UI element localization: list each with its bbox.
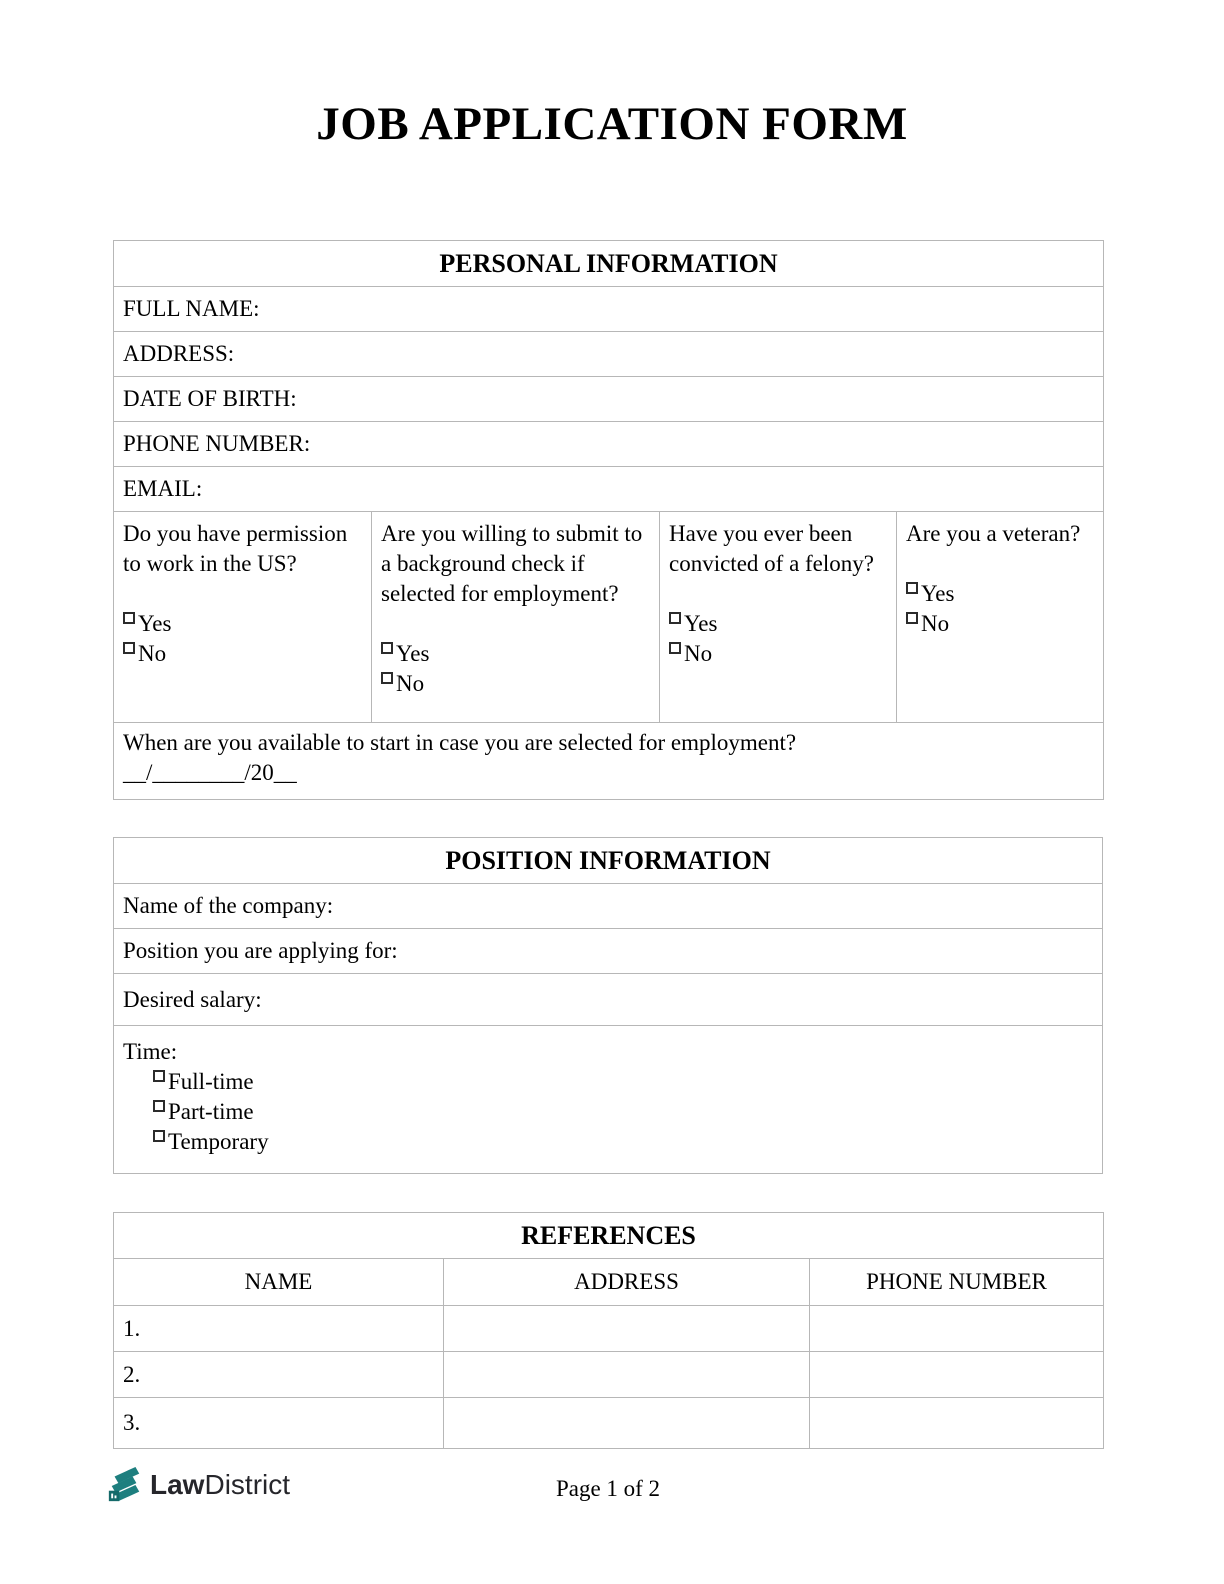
question-text: Are you willing to submit to a background check if selected for employment? — [381, 521, 643, 606]
question-text: Are you a veteran? — [906, 521, 1081, 546]
checkbox-icon[interactable] — [153, 1130, 165, 1142]
part-time-option[interactable] — [153, 1097, 1092, 1127]
question-background-check — [372, 512, 660, 723]
checkbox-icon[interactable] — [381, 672, 393, 684]
reference-3-phone-cell[interactable] — [810, 1398, 1104, 1449]
references-column-name: NAME — [114, 1259, 444, 1306]
checkbox-icon[interactable] — [381, 642, 393, 654]
reference-1-name-cell[interactable] — [114, 1306, 444, 1352]
section-header-position-information: POSITION INFORMATION — [114, 838, 1103, 884]
reference-row-number: 1. — [123, 1315, 141, 1341]
background-check-yes-option[interactable] — [381, 639, 649, 669]
field-label-full-name: FULL NAME: — [123, 296, 260, 321]
checkbox-icon[interactable] — [153, 1100, 165, 1112]
option-label: Yes — [396, 641, 430, 666]
availability-question: When are you available to start in case you are selected for employment? — [123, 730, 797, 755]
option-label: Yes — [138, 611, 172, 636]
field-label-date-of-birth: DATE OF BIRTH: — [123, 386, 297, 411]
field-date-of-birth[interactable] — [114, 377, 1104, 422]
references-column-phone-number: PHONE NUMBER — [810, 1259, 1104, 1306]
felony-yes-option[interactable] — [669, 609, 886, 639]
field-desired-salary[interactable] — [114, 974, 1103, 1026]
veteran-no-option[interactable] — [906, 609, 1093, 639]
reference-row-number: 2. — [123, 1361, 141, 1387]
option-label: Yes — [921, 581, 955, 606]
reference-row-number: 3. — [123, 1410, 141, 1435]
reference-1-address-cell[interactable] — [444, 1306, 810, 1352]
availability-row — [114, 723, 1104, 800]
field-position-applying-for[interactable] — [114, 929, 1103, 974]
reference-2-phone-cell[interactable] — [810, 1352, 1104, 1398]
availability-answer-line[interactable]: __/________/20__ — [123, 760, 297, 785]
field-label-phone-number: PHONE NUMBER: — [123, 431, 311, 456]
table-row — [114, 1352, 1104, 1398]
reference-1-phone-cell[interactable] — [810, 1306, 1104, 1352]
question-felony-conviction — [660, 512, 897, 723]
checkbox-icon[interactable] — [906, 612, 918, 624]
checkbox-icon[interactable] — [669, 612, 681, 624]
field-company-name[interactable] — [114, 884, 1103, 929]
references-column-address: ADDRESS — [444, 1259, 810, 1306]
option-label: No — [921, 611, 950, 636]
question-text: Have you ever been convicted of a felony? — [669, 521, 874, 576]
field-label-address: ADDRESS: — [123, 341, 235, 366]
option-label: No — [138, 641, 167, 666]
field-label-email: EMAIL: — [123, 476, 203, 501]
option-label: Part-time — [168, 1099, 254, 1124]
time-row — [114, 1026, 1103, 1174]
page-title: JOB APPLICATION FORM — [316, 98, 908, 150]
position-information-table — [113, 837, 1103, 1174]
field-full-name[interactable] — [114, 287, 1104, 332]
question-work-permission — [114, 512, 372, 723]
logo-text-district: District — [204, 1469, 291, 1500]
checkbox-icon[interactable] — [906, 582, 918, 594]
reference-3-name-cell[interactable] — [114, 1398, 444, 1449]
option-label: Yes — [684, 611, 718, 636]
veteran-yes-option[interactable] — [906, 579, 1093, 609]
option-label: Full-time — [168, 1069, 254, 1094]
table-row — [114, 1306, 1104, 1352]
work-permission-yes-option[interactable] — [123, 609, 361, 639]
page-footer — [0, 1462, 1224, 1522]
full-time-option[interactable] — [153, 1067, 1092, 1097]
temporary-option[interactable] — [153, 1127, 1092, 1157]
option-label: Temporary — [168, 1129, 269, 1154]
field-address[interactable] — [114, 332, 1104, 377]
field-label-desired-salary: Desired salary: — [123, 986, 262, 1012]
reference-3-address-cell[interactable] — [444, 1398, 810, 1449]
checkbox-icon[interactable] — [123, 612, 135, 624]
time-label: Time: — [123, 1039, 178, 1064]
page-indicator: Page 1 of 2 — [555, 1476, 661, 1501]
section-header-personal-information: PERSONAL INFORMATION — [114, 241, 1104, 287]
question-veteran — [897, 512, 1104, 723]
question-text: Do you have permission to work in the US? — [123, 521, 348, 576]
work-permission-no-option[interactable] — [123, 639, 361, 669]
logo-text-law: Law — [150, 1469, 205, 1500]
personal-information-table — [113, 240, 1104, 800]
checkbox-icon[interactable] — [123, 642, 135, 654]
felony-no-option[interactable] — [669, 639, 886, 669]
background-check-no-option[interactable] — [381, 669, 649, 699]
field-label-company-name: Name of the company: — [123, 893, 334, 918]
references-table — [113, 1212, 1104, 1449]
reference-2-name-cell[interactable] — [114, 1352, 444, 1398]
field-email[interactable] — [114, 467, 1104, 512]
checkbox-icon[interactable] — [153, 1070, 165, 1082]
checkbox-icon[interactable] — [669, 642, 681, 654]
option-label: No — [396, 671, 425, 696]
reference-2-address-cell[interactable] — [444, 1352, 810, 1398]
table-row — [114, 1398, 1104, 1449]
field-phone-number[interactable] — [114, 422, 1104, 467]
section-header-references: REFERENCES — [114, 1213, 1104, 1259]
option-label: No — [684, 641, 713, 666]
field-label-position-applying-for: Position you are applying for: — [123, 938, 398, 963]
